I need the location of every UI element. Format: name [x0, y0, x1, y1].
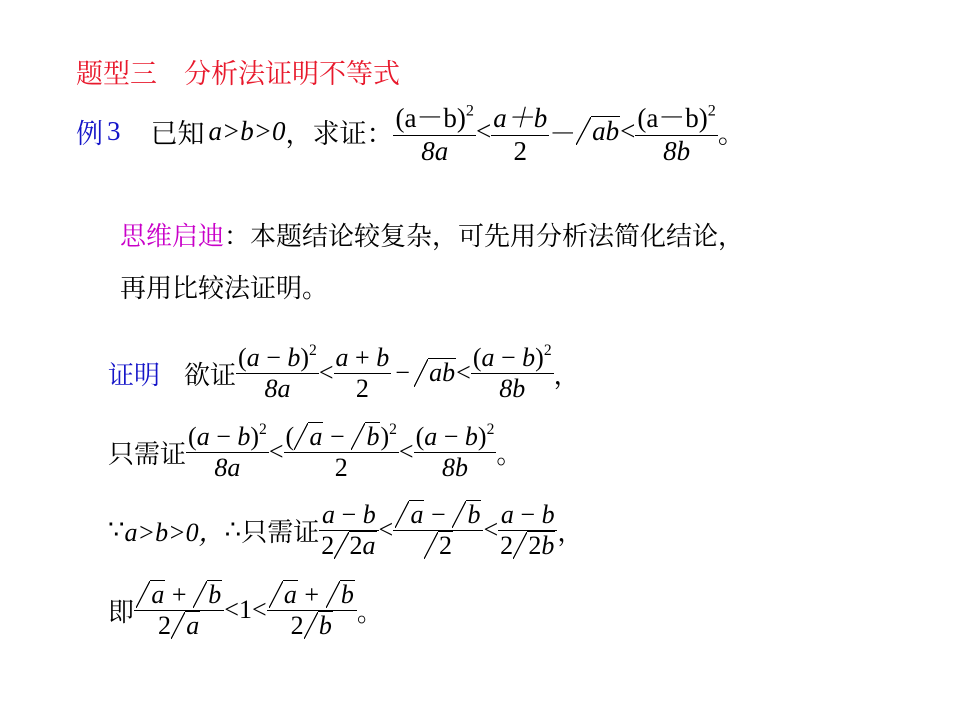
- sqrt-ab: [576, 116, 620, 147]
- proof-line3-comma: ，: [557, 517, 584, 547]
- p1f3-den: 8b: [499, 373, 526, 403]
- lt-sign: <: [456, 358, 471, 387]
- section-title: 题型三 分析法证明不等式: [76, 59, 400, 90]
- example-fraction-3: [635, 96, 718, 167]
- proof-label: 证明: [108, 360, 161, 391]
- sqrt-ab: [414, 358, 456, 388]
- proof-line-4: [108, 568, 383, 652]
- p4f1-den: 2 a: [158, 610, 200, 640]
- example-label: 例: [76, 118, 103, 150]
- p3f3-den: 2 2b: [500, 530, 555, 560]
- p3f3-num: a − b: [498, 500, 557, 531]
- p3f1-den: 2 2a: [321, 530, 376, 560]
- proof1-fraction-3: [471, 343, 554, 404]
- proof4-fraction-2: [267, 580, 357, 641]
- proof-line4-period: 。: [356, 597, 383, 628]
- example-end: 。: [717, 118, 745, 150]
- minus-sign: −: [395, 358, 410, 387]
- lt-sign: <: [224, 595, 239, 624]
- lt-sign: <: [476, 115, 492, 146]
- hint-label: 思维启迪: [120, 222, 225, 252]
- hint-colon: ：: [224, 222, 251, 252]
- frac2-numerator: a＋b: [491, 96, 549, 136]
- frac1-denominator: 8a: [421, 135, 449, 166]
- minus-sign: －: [549, 118, 577, 149]
- example-statement: [76, 92, 745, 170]
- frac3-numerator: (a－b): [637, 102, 708, 133]
- proof1-fraction-1: [236, 343, 319, 404]
- p2f2-num: ( a − b)$^2$: [285, 420, 397, 451]
- frac1-numerator: (a－b): [395, 102, 466, 133]
- example-number: 3: [107, 115, 121, 146]
- p4f1-num: a + b: [134, 580, 224, 611]
- sqrt-ab-radicand: ab: [429, 358, 456, 387]
- p2f3-num: (a − b): [415, 421, 487, 451]
- proof3-fraction-3: [498, 500, 557, 561]
- proof4-fraction-1: [134, 580, 224, 641]
- p4f2-den: 2 b: [290, 610, 332, 640]
- p2f1-exp: 2: [259, 420, 267, 438]
- hint-line-1: [120, 216, 744, 253]
- p2f2-den: 2: [334, 452, 348, 482]
- frac3-exponent: 2: [707, 101, 716, 120]
- frac2-denominator: 2: [513, 135, 527, 166]
- proof1-fraction-2: [334, 343, 392, 404]
- p3f2-den: 2: [393, 531, 483, 561]
- proof-line3-prefix: 只需证: [241, 517, 320, 548]
- prove-prefix: ，求证：: [285, 118, 394, 150]
- lt-sign: <: [268, 437, 284, 466]
- lt-sign: <: [378, 515, 394, 544]
- lt-sign: <: [398, 437, 414, 466]
- proof3-fraction-1: [319, 500, 378, 561]
- p4f2-num: a + b: [267, 580, 357, 611]
- proof-line2-prefix: 只需证: [108, 439, 187, 470]
- p3f1-num: a − b: [319, 500, 378, 531]
- p1f1-den: 8a: [264, 373, 291, 403]
- given-prefix: 已知: [150, 118, 205, 150]
- proof-line4-prefix: 即: [108, 597, 135, 628]
- frac1-exponent: 2: [465, 101, 475, 120]
- proof-line-3: [108, 488, 583, 572]
- lt-sign: <: [318, 358, 334, 387]
- p2f3-den: 8b: [441, 452, 468, 482]
- lt-sign: <: [620, 115, 636, 146]
- p2f3-exp: 2: [486, 420, 495, 438]
- p1f3-exp: 2: [543, 341, 552, 359]
- example-fraction-2: [491, 96, 549, 167]
- proof3-fraction-2: [393, 500, 483, 561]
- proof-line1-comma: ，: [553, 360, 580, 390]
- given-condition: a>b>0: [208, 115, 286, 146]
- frac3-denominator: 8b: [663, 135, 691, 166]
- p2f1-num: (a − b): [188, 421, 260, 451]
- p1f2-den: 2: [355, 373, 369, 403]
- therefore-symbol: ∴: [224, 515, 242, 544]
- proof2-fraction-2: [284, 422, 399, 483]
- lt-sign: <: [251, 595, 267, 624]
- hint-text-1: 本题结论较复杂，可先用分析法简化结论，: [250, 222, 745, 252]
- proof2-fraction-1: [186, 422, 269, 483]
- p3f2-num: a − b: [393, 500, 483, 531]
- proof-line3-condition: a>b>0，: [124, 517, 225, 547]
- one-value: 1: [238, 595, 252, 624]
- proof2-fraction-3: [414, 422, 497, 483]
- p2f1-den: 8a: [214, 452, 241, 482]
- p1f3-num: (a − b): [472, 342, 544, 372]
- p1f1-num: (a − b): [238, 342, 310, 372]
- proof-line2-period: 。: [496, 439, 523, 470]
- proof-line1-prefix: 欲证: [184, 360, 237, 391]
- hint-text-2: 再用比较法证明。: [120, 274, 329, 304]
- lt-sign: <: [483, 515, 499, 544]
- p1f2-num: a + b: [335, 342, 390, 372]
- p1f1-exp: 2: [309, 341, 317, 359]
- example-fraction-1: [393, 96, 476, 167]
- hint-line-2: [120, 268, 328, 305]
- proof-line-1: [108, 333, 580, 413]
- proof-line-2: [108, 412, 522, 492]
- sqrt-ab-radicand: ab: [592, 115, 620, 146]
- because-symbol: ∵: [108, 515, 125, 544]
